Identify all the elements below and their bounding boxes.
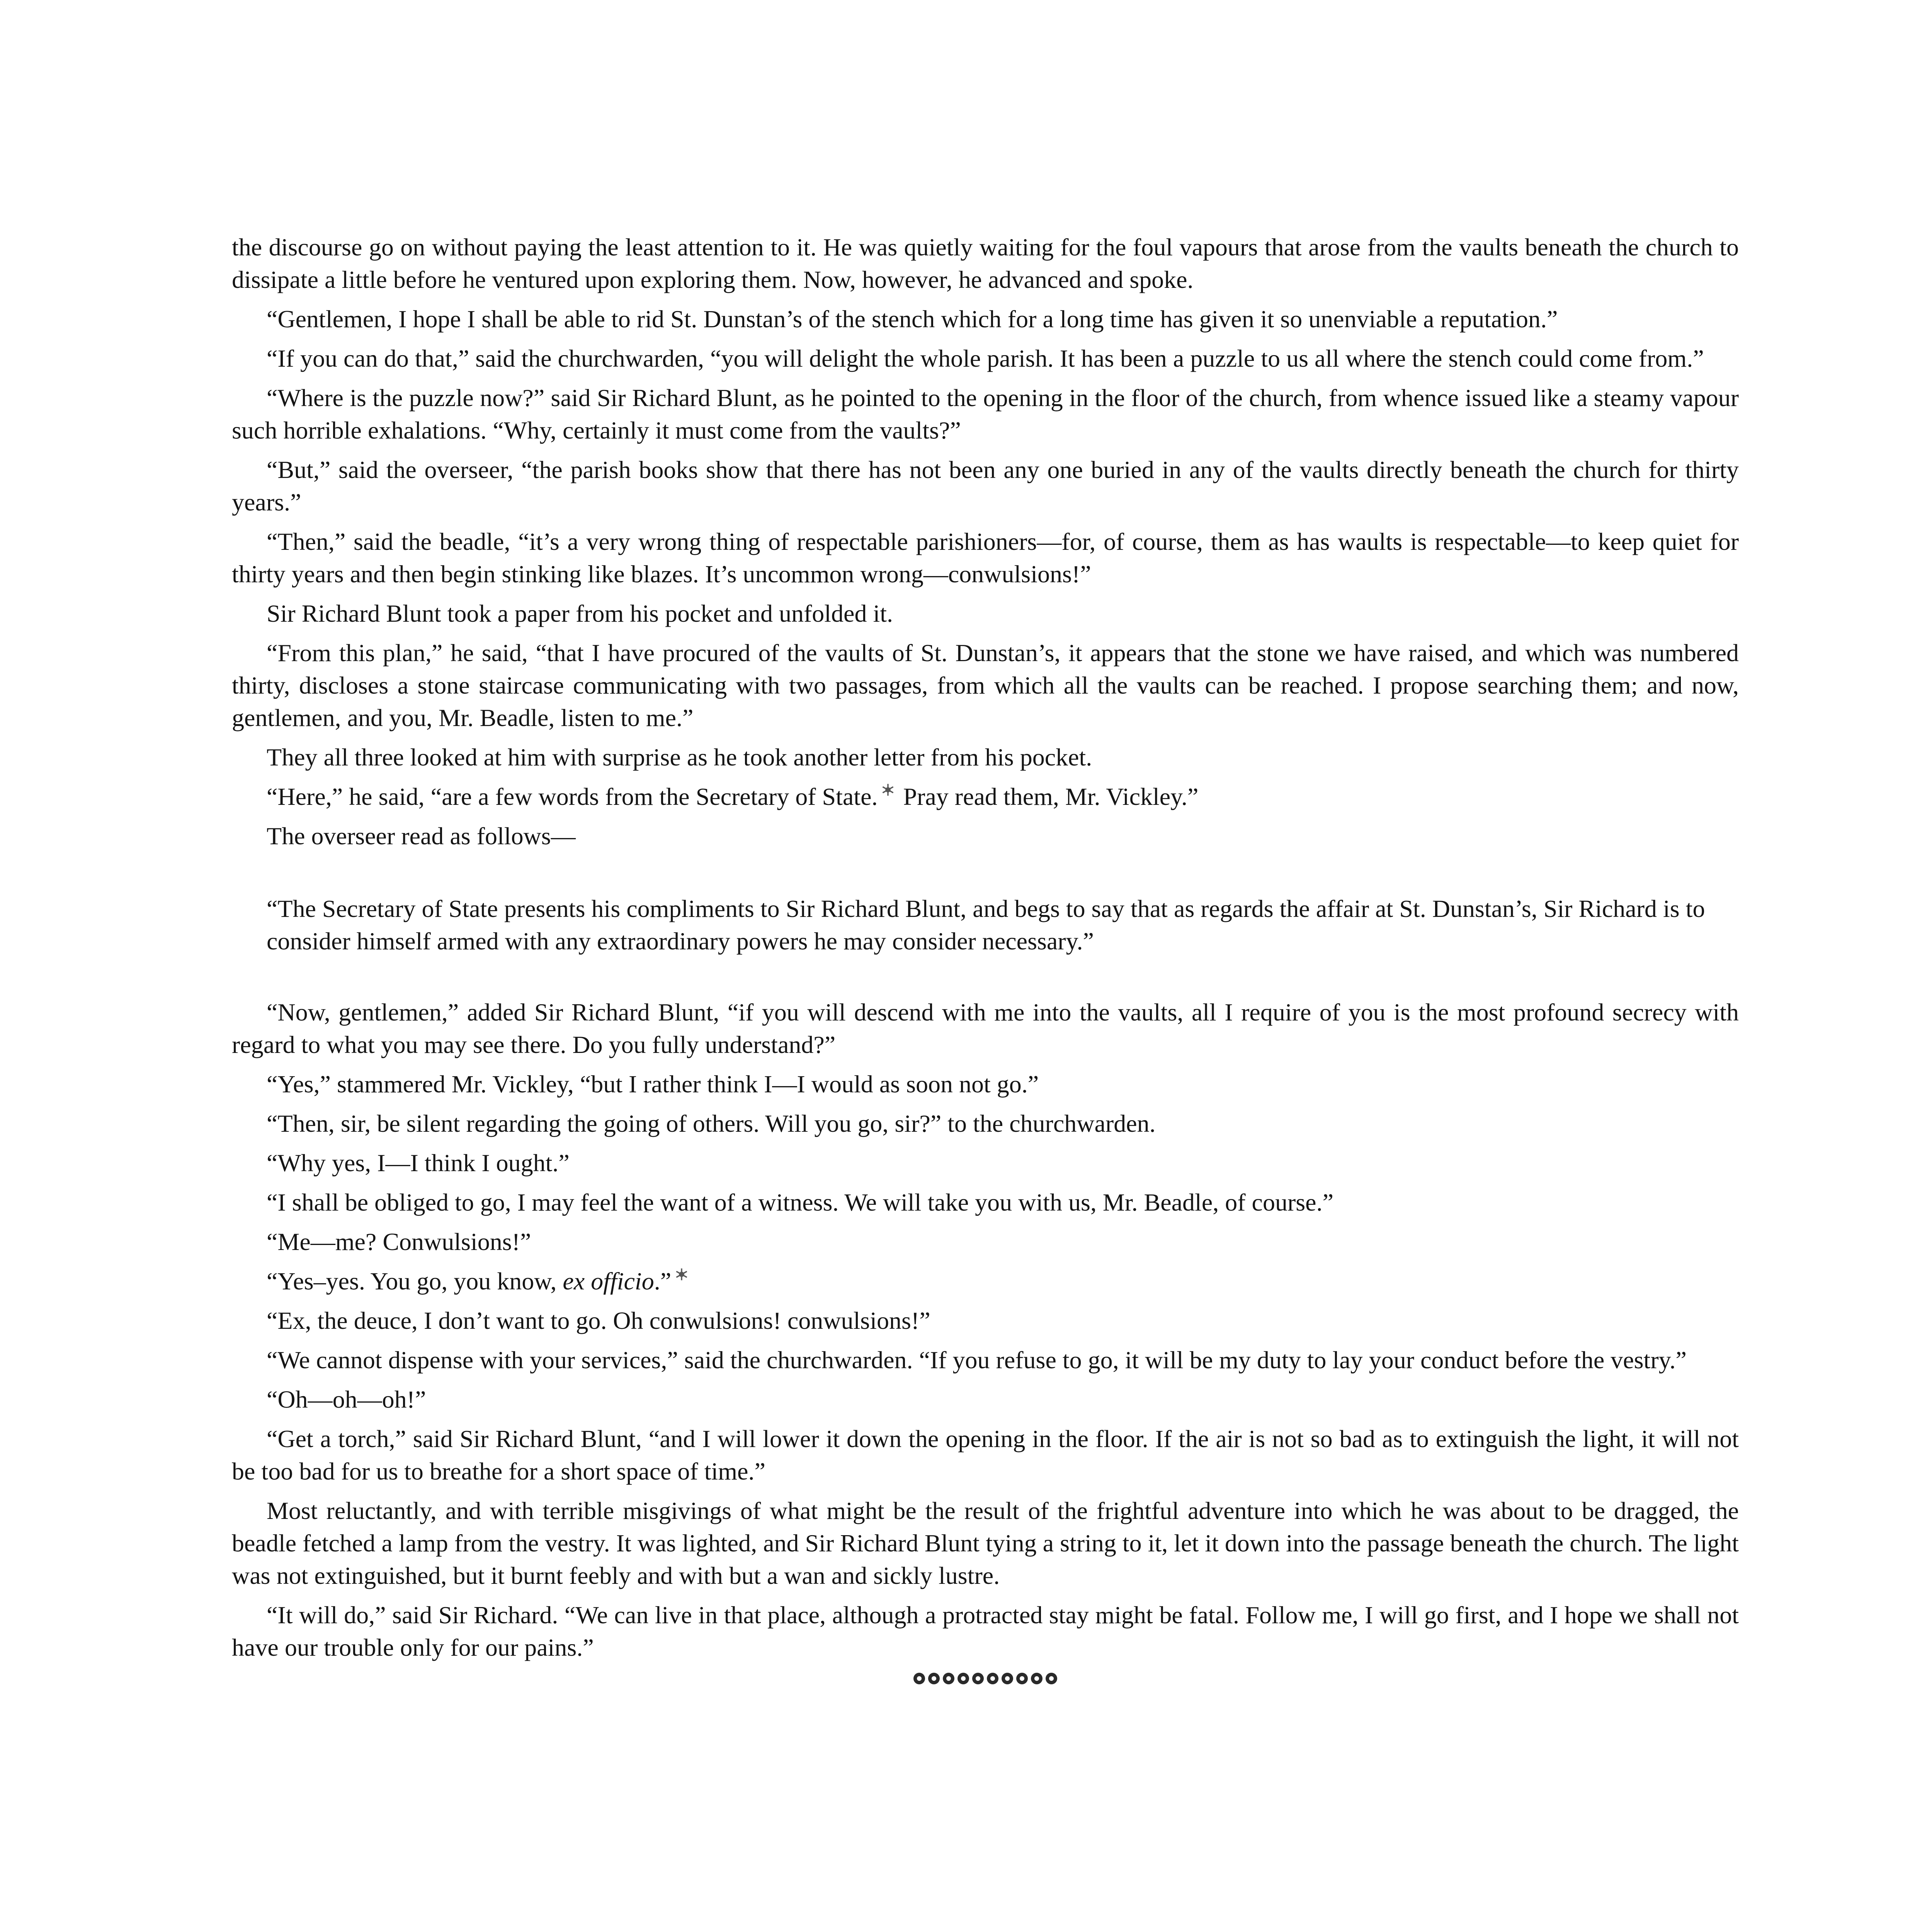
paragraph: “Now, gentlemen,” added Sir Richard Blunt, “if you will descend with me into the vaults, all I require of you is the most profound secrecy with regard to what you may see there. Do you fully understand?” (232, 998, 1739, 1058)
paragraph-text: Pray read them, Mr. Vickley.” (903, 783, 1199, 810)
paragraph: “Then, sir, be silent regarding the going of others. Will you go, sir?” to the churchwarden. (267, 1110, 1156, 1137)
latin-phrase: ex officio (563, 1267, 654, 1295)
paragraph: Sir Richard Blunt took a paper from his pocket and unfolded it. (267, 600, 893, 627)
paragraph: “From this plan,” he said, “that I have procured of the vaults of St. Dunstan’s, it appears that the stone we have raised, and which was numbered thirty, discloses a stone staircase communicating with two passages, from which all the vaults can be reached. I propose searching them; and now, gentlemen, and you, Mr. Beadle, listen to me.” (232, 639, 1739, 731)
paragraph: “Then,” said the beadle, “it’s a very wrong thing of respectable parishioners—for, of course, them as has waults is respectable—to keep quiet for thirty years and then begin stinking like blazes. It’s uncommon wrong—conwulsions!” (232, 528, 1739, 588)
paragraph: “If you can do that,” said the churchwarden, “you will delight the whole parish. It has been a puzzle to us all where the stench could come from.” (267, 345, 1704, 372)
paragraph: “I shall be obliged to go, I may feel the want of a witness. We will take you with us, Mr. Beadle, of course.” (267, 1189, 1333, 1216)
paragraph: “But,” said the overseer, “the parish books show that there has not been any one buried in any of the vaults directly beneath the church for thirty years.” (232, 456, 1739, 516)
quoted-letter: “The Secretary of State presents his compliments to Sir Richard Blunt, and begs to say that as regards the affair at St. Dunstan’s, Sir Richard is to consider himself armed with any extraordinary powers he may consider necessary.” (267, 895, 1705, 955)
paragraph: The overseer read as follows— (267, 822, 576, 850)
snowflake-footnote-icon[interactable] (881, 783, 895, 796)
paragraph: “Yes,” stammered Mr. Vickley, “but I rather think I—I would as soon not go.” (267, 1070, 1039, 1098)
paragraph: “We cannot dispense with your services,” said the churchwarden. “If you refuse to go, it will be my duty to lay your conduct before the vestry.” (267, 1346, 1687, 1374)
paragraph: They all three looked at him with surprise as he took another letter from his pocket. (267, 743, 1092, 771)
paragraph (232, 781, 1739, 813)
paragraph (232, 1265, 1739, 1298)
paragraph-text: “Here,” he said, “are a few words from the Secretary of State. (267, 783, 878, 810)
paragraph: “It will do,” said Sir Richard. “We can live in that place, although a protracted stay might be fatal. Follow me, I will go first, and I hope we shall not have our trouble only for our pains.” (232, 1601, 1739, 1661)
paragraph: “Me—me? Conwulsions!” (267, 1228, 531, 1255)
paragraph: “Where is the puzzle now?” said Sir Richard Blunt, as he pointed to the opening in the floor of the church, from whence issued like a steamy vapour such horrible exhalations. “Why, certainly it must come from the vaults?” (232, 384, 1739, 444)
paragraph: “Ex, the deuce, I don’t want to go. Oh conwulsions! conwulsions!” (267, 1307, 930, 1334)
paragraph: Most reluctantly, and with terrible misgivings of what might be the result of the frightful adventure into which he was about to be dragged, the beadle fetched a lamp from the vestry. It was lighted, and Sir Richard Blunt tying a string to it, let it down into the passage beneath the church. The light was not extinguished, but it burnt feebly and with but a wan and sickly lustre. (232, 1497, 1739, 1589)
paragraph: “Get a torch,” said Sir Richard Blunt, “and I will lower it down the opening in the floor. If the air is not so bad as to extinguish the light, it will not be too bad for us to breathe for a short space of time.” (232, 1425, 1739, 1485)
paragraph: “Oh—oh—oh!” (267, 1386, 426, 1413)
paragraph: “Gentlemen, I hope I shall be able to rid St. Dunstan’s of the stench which for a long time has given it so unenviable a reputation.” (267, 305, 1558, 333)
paragraph: the discourse go on without paying the least attention to it. He was quietly waiting for the foul vapours that arose from the vaults beneath the church to dissipate a little before he ventured upon exploring them. Now, however, he advanced and spoke. (232, 233, 1739, 293)
section-end-ornament (912, 1671, 1059, 1686)
snowflake-footnote-icon[interactable] (675, 1268, 688, 1281)
paragraph: “Why yes, I—I think I ought.” (267, 1149, 570, 1177)
page-body (232, 231, 1739, 1686)
paragraph-text: “Yes–yes. You go, you know, (267, 1267, 557, 1295)
paragraph-text: .” (654, 1267, 672, 1295)
